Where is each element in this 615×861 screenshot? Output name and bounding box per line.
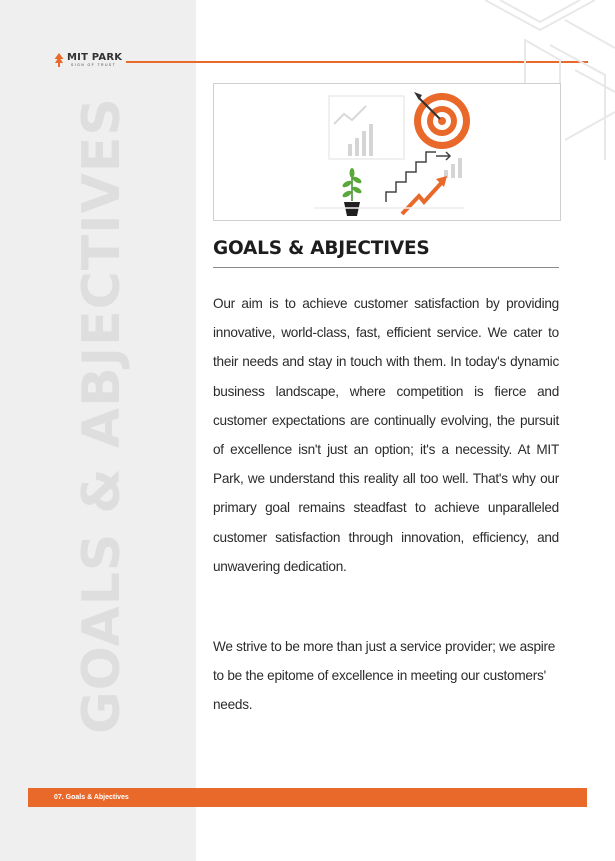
logo-tagline: SIGN OF TRUST <box>71 63 117 67</box>
page-title: GOALS & ABJECTIVES <box>213 238 430 259</box>
footer-page-label: 07. Goals & Abjectives <box>54 794 129 801</box>
bar-chart-icon <box>334 106 373 156</box>
footer-bar <box>28 788 587 807</box>
sidebar-panel <box>0 0 196 861</box>
brand-logo <box>54 53 122 68</box>
title-divider <box>213 267 559 268</box>
logo-tree-icon <box>54 53 64 67</box>
logo-name: MIT PARK <box>67 52 123 63</box>
goals-illustration <box>213 83 561 221</box>
body-paragraph-1: Our aim is to achieve customer satisfaction by providing innovative, world-class, fast, efficient service. We cater to their needs and stay in touch with them. In today's dynamic business landscape, where competition is fierce and customer expectations are continually evolving, the pursuit of excellence isn't just an option; it's a necessity. At MIT Park, we understand this reality all too well. That's why our primary goal remains steadfast to achieve unparalleled customer satisfaction through innovation, efficiency, and unwavering dedication. <box>213 296 559 574</box>
body-paragraph-2: We strive to be more than just a service provider; we aspire to be the epitome of excellence in meeting our customers' needs. <box>213 639 556 713</box>
faint-chart-board <box>329 96 404 159</box>
plant-icon <box>341 168 362 216</box>
sidebar-vertical-title: GOALS & ABJECTIVES <box>72 97 132 734</box>
